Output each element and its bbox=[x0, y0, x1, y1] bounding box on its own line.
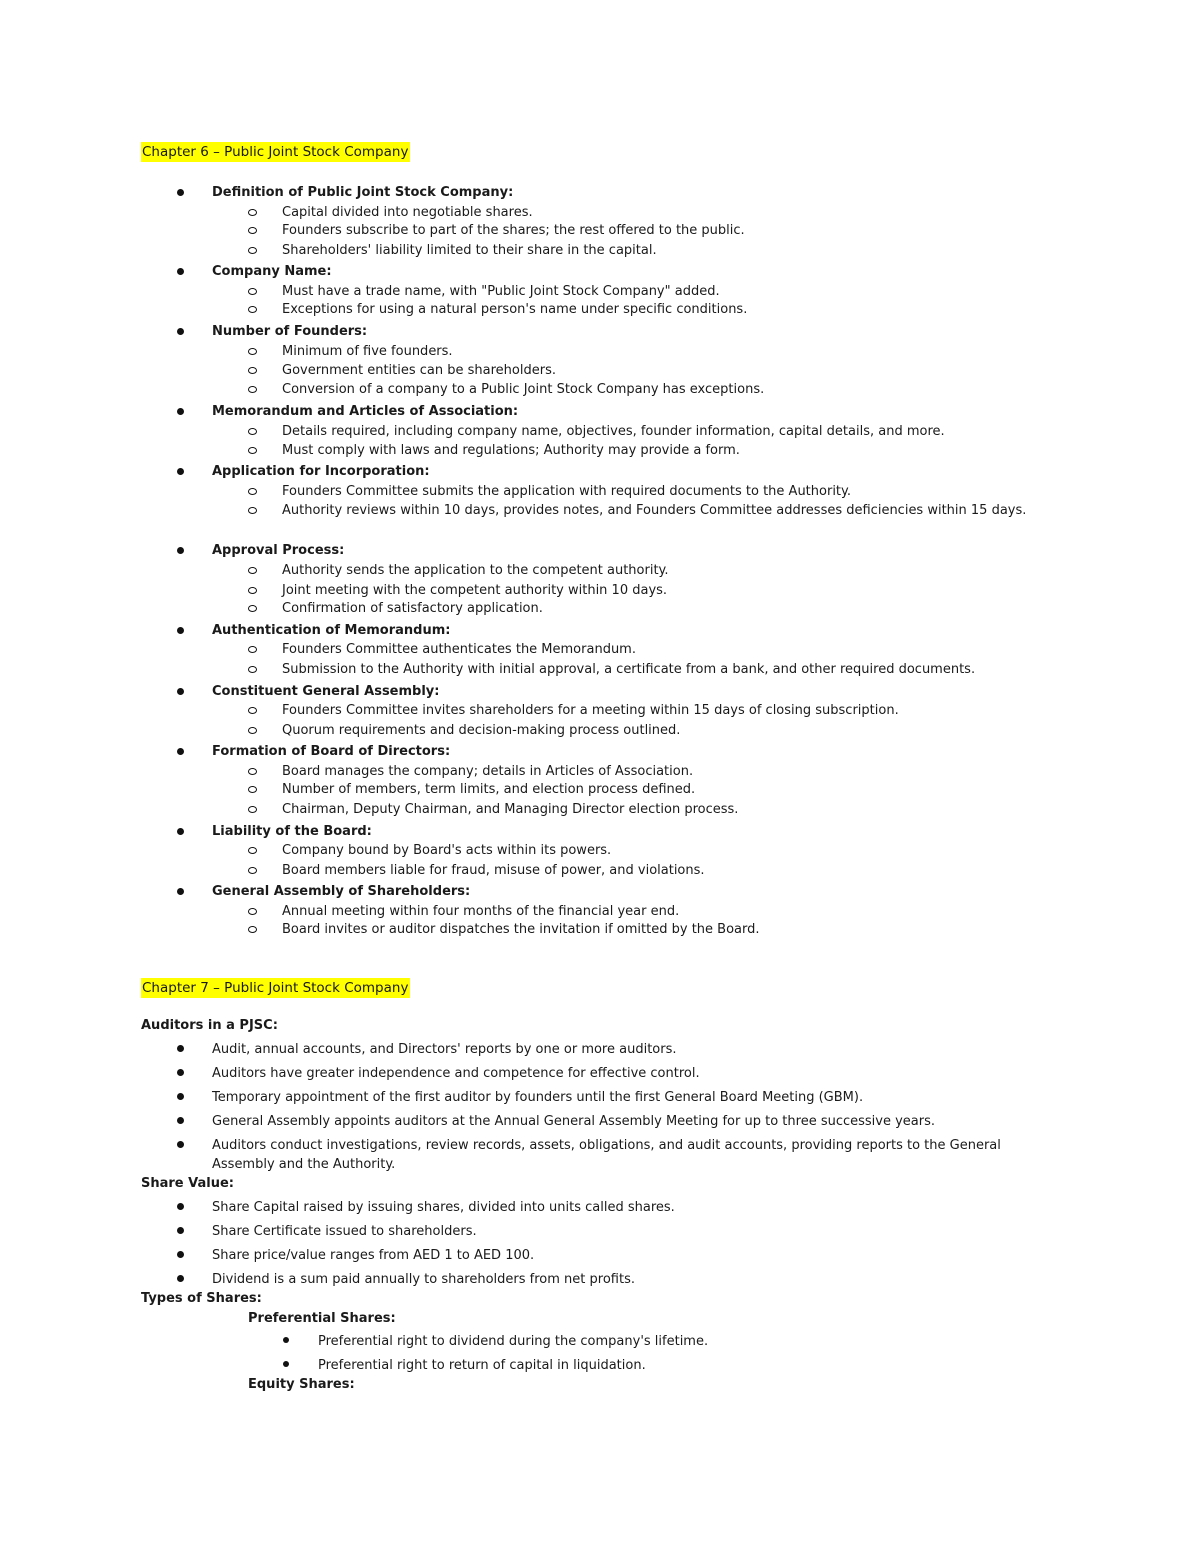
sub-bullet-icon bbox=[248, 786, 257, 793]
sub-bullet-icon bbox=[248, 908, 257, 915]
sub-bullet-icon bbox=[248, 867, 257, 874]
chapter-7-title: Chapter 7 – Public Joint Stock Company bbox=[142, 980, 409, 996]
list-item: Capital divided into negotiable shares. bbox=[282, 205, 533, 220]
bullet-icon bbox=[177, 1117, 184, 1124]
section-heading: Approval Process: bbox=[212, 543, 345, 558]
bullet-icon bbox=[177, 547, 184, 554]
list-item: Exceptions for using a natural person's name under specific conditions. bbox=[282, 302, 748, 317]
sub-bullet-icon bbox=[248, 646, 257, 653]
sub-bullet-icon bbox=[248, 306, 257, 313]
bullet-icon bbox=[177, 1093, 184, 1100]
section-heading: Definition of Public Joint Stock Company: bbox=[212, 185, 514, 200]
bullet-icon bbox=[177, 1203, 184, 1210]
bullet-icon bbox=[177, 1227, 184, 1234]
chapter-6-title: Chapter 6 – Public Joint Stock Company bbox=[142, 144, 409, 160]
bullet-icon bbox=[177, 1275, 184, 1282]
section-heading: Liability of the Board: bbox=[212, 824, 372, 839]
list-item: Dividend is a sum paid annually to shareholders from net profits. bbox=[212, 1272, 635, 1287]
list-item: Authority sends the application to the competent authority. bbox=[282, 563, 669, 578]
list-item: Joint meeting with the competent authority within 10 days. bbox=[282, 583, 668, 598]
types-of-shares-heading: Types of Shares: bbox=[141, 1291, 262, 1306]
bullet-icon bbox=[177, 468, 184, 475]
list-item: Authority reviews within 10 days, provides notes, and Founders Committee addresses deficiencies within 15 days. bbox=[282, 503, 1027, 518]
list-item: Minimum of five founders. bbox=[282, 344, 453, 359]
sub-bullet-icon bbox=[248, 707, 257, 714]
bullet-icon bbox=[177, 328, 184, 335]
sub-bullet-icon bbox=[248, 227, 257, 234]
list-item: Confirmation of satisfactory application. bbox=[282, 601, 543, 616]
bullet-icon bbox=[177, 1251, 184, 1258]
preferential-shares-heading: Preferential Shares: bbox=[248, 1311, 396, 1326]
section-heading: Constituent General Assembly: bbox=[212, 684, 440, 699]
share-value-heading: Share Value: bbox=[141, 1176, 234, 1191]
sub-bullet-icon bbox=[248, 567, 257, 574]
bullet-icon bbox=[177, 1045, 184, 1052]
bullet-icon bbox=[177, 828, 184, 835]
sub-bullet-icon bbox=[248, 926, 257, 933]
sub-bullet-icon bbox=[248, 587, 257, 594]
sub-bullet-icon bbox=[248, 288, 257, 295]
list-item: Auditors conduct investigations, review records, assets, obligations, and audit accounts, providing reports to the General Assembly and the Authority. bbox=[212, 1138, 1001, 1172]
list-item: Auditors have greater independence and competence for effective control. bbox=[212, 1066, 700, 1081]
bullet-icon bbox=[177, 888, 184, 895]
equity-shares-heading: Equity Shares: bbox=[248, 1377, 355, 1392]
bullet-icon bbox=[177, 1141, 184, 1148]
list-item: Must comply with laws and regulations; Authority may provide a form. bbox=[282, 443, 740, 458]
list-item: Number of members, term limits, and election process defined. bbox=[282, 782, 696, 797]
bullet-icon bbox=[283, 1337, 289, 1343]
list-item: Board manages the company; details in Articles of Association. bbox=[282, 764, 694, 779]
sub-bullet-icon bbox=[248, 447, 257, 454]
sub-bullet-icon bbox=[248, 386, 257, 393]
list-item: Government entities can be shareholders. bbox=[282, 363, 556, 378]
list-item: Board members liable for fraud, misuse of power, and violations. bbox=[282, 863, 705, 878]
list-item: Details required, including company name, objectives, founder information, capital details, and more. bbox=[282, 424, 945, 439]
sub-bullet-icon bbox=[248, 847, 257, 854]
list-item: Board invites or auditor dispatches the invitation if omitted by the Board. bbox=[282, 922, 760, 937]
auditors-heading: Auditors in a PJSC: bbox=[141, 1018, 278, 1033]
bullet-icon bbox=[177, 1069, 184, 1076]
bullet-icon bbox=[177, 189, 184, 196]
bullet-icon bbox=[177, 268, 184, 275]
list-item: Must have a trade name, with "Public Joint Stock Company" added. bbox=[282, 284, 720, 299]
list-item: Audit, annual accounts, and Directors' reports by one or more auditors. bbox=[212, 1042, 677, 1057]
list-item: Conversion of a company to a Public Joint Stock Company has exceptions. bbox=[282, 382, 765, 397]
list-item: Founders subscribe to part of the shares; the rest offered to the public. bbox=[282, 223, 745, 238]
sub-bullet-icon bbox=[248, 806, 257, 813]
sub-bullet-icon bbox=[248, 367, 257, 374]
bullet-icon bbox=[177, 627, 184, 634]
section-heading: Formation of Board of Directors: bbox=[212, 744, 451, 759]
list-item: Preferential right to dividend during the company's lifetime. bbox=[318, 1334, 709, 1349]
list-item: Shareholders' liability limited to their share in the capital. bbox=[282, 243, 657, 258]
list-item: Temporary appointment of the first auditor by founders until the first General Board Meeting (GBM). bbox=[212, 1090, 864, 1105]
list-item: Share price/value ranges from AED 1 to AED 100. bbox=[212, 1248, 535, 1263]
list-item: Company bound by Board's acts within its powers. bbox=[282, 843, 612, 858]
list-item: Annual meeting within four months of the financial year end. bbox=[282, 904, 680, 919]
sub-bullet-icon bbox=[248, 666, 257, 673]
list-item: Submission to the Authority with initial approval, a certificate from a bank, and other required documents. bbox=[282, 662, 976, 677]
list-item: Share Capital raised by issuing shares, divided into units called shares. bbox=[212, 1200, 675, 1215]
bullet-icon bbox=[283, 1361, 289, 1367]
bullet-icon bbox=[177, 408, 184, 415]
list-item: Preferential right to return of capital in liquidation. bbox=[318, 1358, 646, 1373]
bullet-icon bbox=[177, 748, 184, 755]
list-item: Founders Committee invites shareholders for a meeting within 15 days of closing subscription. bbox=[282, 703, 899, 718]
section-heading: Memorandum and Articles of Association: bbox=[212, 404, 519, 419]
sub-bullet-icon bbox=[248, 428, 257, 435]
bullet-icon bbox=[177, 688, 184, 695]
list-item: Quorum requirements and decision-making process outlined. bbox=[282, 723, 681, 738]
list-item: Share Certificate issued to shareholders. bbox=[212, 1224, 477, 1239]
list-item: Chairman, Deputy Chairman, and Managing Director election process. bbox=[282, 802, 739, 817]
section-heading: Authentication of Memorandum: bbox=[212, 623, 451, 638]
sub-bullet-icon bbox=[248, 488, 257, 495]
section-heading: Number of Founders: bbox=[212, 324, 368, 339]
sub-bullet-icon bbox=[248, 209, 257, 216]
section-heading: Application for Incorporation: bbox=[212, 464, 430, 479]
sub-bullet-icon bbox=[248, 727, 257, 734]
section-heading: Company Name: bbox=[212, 264, 332, 279]
list-item: Founders Committee authenticates the Memorandum. bbox=[282, 642, 636, 657]
sub-bullet-icon bbox=[248, 768, 257, 775]
sub-bullet-icon bbox=[248, 605, 257, 612]
sub-bullet-icon bbox=[248, 507, 257, 514]
list-item: General Assembly appoints auditors at the Annual General Assembly Meeting for up to three successive years. bbox=[212, 1114, 936, 1129]
sub-bullet-icon bbox=[248, 348, 257, 355]
section-heading: General Assembly of Shareholders: bbox=[212, 884, 471, 899]
list-item: Founders Committee submits the application with required documents to the Authority. bbox=[282, 484, 851, 499]
sub-bullet-icon bbox=[248, 247, 257, 254]
